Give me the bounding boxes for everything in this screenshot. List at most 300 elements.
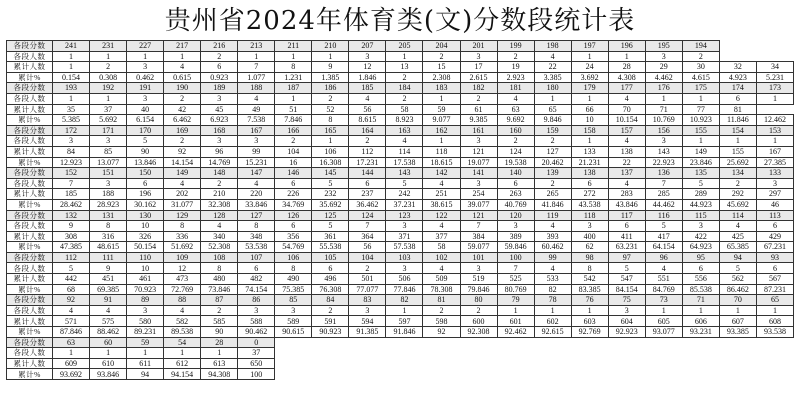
percent-cell: 0.462 <box>127 72 164 83</box>
count-cell: 12 <box>164 263 201 274</box>
count-row <box>7 221 794 232</box>
cumulative-cell: 8 <box>275 62 312 73</box>
count-cell: 6 <box>275 221 312 232</box>
count-cell: 4 <box>534 221 571 232</box>
count-cell: 3 <box>571 221 608 232</box>
percent-cell: 93.538 <box>756 327 793 338</box>
row-label: 累计% <box>7 157 53 168</box>
percent-cell: 0.923 <box>201 72 238 83</box>
count-cell: 2 <box>682 51 719 62</box>
percent-cell: 30.162 <box>127 199 164 210</box>
percent-cell: 93.077 <box>645 327 682 338</box>
score-cell: 199 <box>497 41 534 52</box>
cumulative-cell: 251 <box>423 189 460 200</box>
score-cell: 189 <box>201 83 238 94</box>
cumulative-cell: 232 <box>312 189 349 200</box>
cumulative-cell: 272 <box>571 189 608 200</box>
empty-cell <box>719 41 756 52</box>
cumulative-row <box>7 62 794 73</box>
row-label: 各段人数 <box>7 221 53 232</box>
cumulative-cell: 283 <box>608 189 645 200</box>
percent-cell: 23.846 <box>682 157 719 168</box>
percent-cell: 14.769 <box>201 157 238 168</box>
count-cell: 6 <box>275 178 312 189</box>
percent-row <box>7 72 794 83</box>
percent-cell: 10.154 <box>608 115 645 126</box>
score-cell: 141 <box>460 168 497 179</box>
percent-cell: 80.769 <box>497 284 534 295</box>
count-cell: 2 <box>534 178 571 189</box>
empty-cell <box>756 369 793 380</box>
cumulative-cell: 356 <box>275 231 312 242</box>
count-cell: 3 <box>201 136 238 147</box>
count-cell: 1 <box>90 51 127 62</box>
percent-cell: 92.308 <box>460 327 497 338</box>
percent-cell: 92.923 <box>608 327 645 338</box>
score-cell: 139 <box>534 168 571 179</box>
cumulative-cell: 429 <box>756 231 793 242</box>
count-row <box>7 136 794 147</box>
cumulative-cell: 63 <box>497 104 534 115</box>
percent-cell: 83.385 <box>571 284 608 295</box>
percent-cell: 87.231 <box>756 284 793 295</box>
count-row <box>7 305 794 316</box>
percent-cell: 31.077 <box>164 199 201 210</box>
cumulative-cell: 417 <box>645 231 682 242</box>
cumulative-cell: 226 <box>275 189 312 200</box>
score-cell: 85 <box>275 295 312 306</box>
row-label: 各段人数 <box>7 348 53 359</box>
count-cell: 4 <box>534 263 571 274</box>
count-cell: 5 <box>608 263 645 274</box>
percent-cell: 41.846 <box>534 199 571 210</box>
empty-cell <box>386 369 423 380</box>
cumulative-cell: 66 <box>571 104 608 115</box>
percent-cell: 72.769 <box>164 284 201 295</box>
percent-cell: 35.692 <box>312 199 349 210</box>
count-cell: 2 <box>497 51 534 62</box>
percent-cell: 55.538 <box>312 242 349 253</box>
empty-cell <box>756 348 793 359</box>
percent-cell: 92.615 <box>534 327 571 338</box>
count-cell: 4 <box>386 136 423 147</box>
row-label: 累计人数 <box>7 274 53 285</box>
cumulative-cell: 104 <box>275 146 312 157</box>
score-cell: 87 <box>201 295 238 306</box>
score-cell: 163 <box>386 125 423 136</box>
empty-cell <box>571 337 608 348</box>
score-cell: 114 <box>719 210 756 221</box>
count-cell: 1 <box>312 136 349 147</box>
score-cell: 138 <box>571 168 608 179</box>
empty-cell <box>682 369 719 380</box>
cumulative-cell: 605 <box>645 316 682 327</box>
row-label: 各段分数 <box>7 168 53 179</box>
score-cell: 162 <box>423 125 460 136</box>
percent-cell: 44.462 <box>645 199 682 210</box>
empty-cell <box>682 337 719 348</box>
percent-cell: 51.692 <box>164 242 201 253</box>
cumulative-cell: 598 <box>423 316 460 327</box>
percent-cell: 44.923 <box>682 199 719 210</box>
empty-cell <box>756 104 793 115</box>
score-cell: 160 <box>497 125 534 136</box>
count-cell: 10 <box>127 263 164 274</box>
percent-cell: 58 <box>423 242 460 253</box>
count-cell: 5 <box>312 178 349 189</box>
empty-cell <box>386 358 423 369</box>
count-cell: 4 <box>497 93 534 104</box>
empty-cell <box>756 41 793 52</box>
count-cell: 3 <box>349 51 386 62</box>
cumulative-cell: 7 <box>238 62 275 73</box>
cumulative-cell: 348 <box>238 231 275 242</box>
count-cell: 2 <box>164 136 201 147</box>
percent-cell: 68 <box>53 284 90 295</box>
percent-cell: 60.462 <box>534 242 571 253</box>
count-cell: 1 <box>719 136 756 147</box>
score-cell: 73 <box>645 295 682 306</box>
row-label: 各段分数 <box>7 252 53 263</box>
empty-cell <box>312 358 349 369</box>
row-label: 累计人数 <box>7 189 53 200</box>
cumulative-cell: 585 <box>201 316 238 327</box>
count-cell: 2 <box>534 136 571 147</box>
count-cell: 9 <box>53 221 90 232</box>
percent-row <box>7 242 794 253</box>
count-cell: 3 <box>127 305 164 316</box>
percent-cell: 70.923 <box>127 284 164 295</box>
cumulative-cell: 61 <box>460 104 497 115</box>
score-cell: 188 <box>238 83 275 94</box>
cumulative-cell: 149 <box>682 146 719 157</box>
count-cell: 3 <box>460 263 497 274</box>
count-cell: 1 <box>756 305 793 316</box>
count-cell: 3 <box>90 178 127 189</box>
count-cell: 1 <box>53 93 90 104</box>
row-label: 各段人数 <box>7 178 53 189</box>
empty-cell <box>645 337 682 348</box>
cumulative-cell: 202 <box>164 189 201 200</box>
percent-cell: 39.077 <box>460 199 497 210</box>
row-label: 各段分数 <box>7 83 53 94</box>
count-cell: 8 <box>164 221 201 232</box>
cumulative-cell: 650 <box>238 358 275 369</box>
percent-cell: 21.231 <box>571 157 608 168</box>
score-cell: 75 <box>608 295 645 306</box>
count-cell: 1 <box>164 348 201 359</box>
score-cell: 147 <box>238 168 275 179</box>
cumulative-row <box>7 316 794 327</box>
cumulative-cell: 51 <box>275 104 312 115</box>
cumulative-cell: 473 <box>164 274 201 285</box>
count-cell: 1 <box>645 305 682 316</box>
cumulative-cell: 451 <box>90 274 127 285</box>
percent-cell: 75.385 <box>275 284 312 295</box>
count-cell: 1 <box>127 348 164 359</box>
count-cell: 1 <box>608 51 645 62</box>
score-cell: 119 <box>534 210 571 221</box>
cumulative-cell: 17 <box>460 62 497 73</box>
cumulative-cell: 127 <box>534 146 571 157</box>
percent-cell: 73.846 <box>201 284 238 295</box>
percent-cell: 2.923 <box>497 72 534 83</box>
cumulative-cell: 542 <box>571 274 608 285</box>
percent-cell: 0.154 <box>53 72 90 83</box>
percent-cell: 15.231 <box>238 157 275 168</box>
count-cell: 7 <box>497 263 534 274</box>
count-row <box>7 93 794 104</box>
percent-cell: 90.923 <box>312 327 349 338</box>
percent-cell: 0.615 <box>164 72 201 83</box>
score-cell: 125 <box>312 210 349 221</box>
percent-cell: 94.154 <box>164 369 201 380</box>
cumulative-cell: 610 <box>90 358 127 369</box>
score-row <box>7 337 794 348</box>
cumulative-cell: 613 <box>201 358 238 369</box>
percent-cell: 90.462 <box>238 327 275 338</box>
percent-cell: 27.385 <box>756 157 793 168</box>
count-cell: 2 <box>497 136 534 147</box>
score-cell: 133 <box>756 168 793 179</box>
count-cell: 1 <box>571 136 608 147</box>
empty-cell <box>497 369 534 380</box>
cumulative-cell: 316 <box>90 231 127 242</box>
count-cell: 4 <box>423 178 460 189</box>
cumulative-cell: 425 <box>719 231 756 242</box>
empty-cell <box>423 337 460 348</box>
count-cell: 1 <box>275 93 312 104</box>
score-cell: 168 <box>201 125 238 136</box>
cumulative-cell: 501 <box>349 274 386 285</box>
percent-cell: 9.077 <box>423 115 460 126</box>
count-cell: 3 <box>90 136 127 147</box>
count-cell: 1 <box>238 51 275 62</box>
percent-cell: 10.769 <box>645 115 682 126</box>
cumulative-cell: 600 <box>460 316 497 327</box>
score-cell: 88 <box>164 295 201 306</box>
cumulative-cell: 1 <box>53 62 90 73</box>
count-cell: 4 <box>608 136 645 147</box>
cumulative-cell: 594 <box>349 316 386 327</box>
percent-cell: 32.308 <box>201 199 238 210</box>
cumulative-cell: 59 <box>423 104 460 115</box>
cumulative-cell: 604 <box>608 316 645 327</box>
percent-cell: 38.615 <box>423 199 460 210</box>
score-cell: 167 <box>238 125 275 136</box>
percent-cell: 43.846 <box>608 199 645 210</box>
cumulative-cell: 602 <box>534 316 571 327</box>
empty-cell <box>275 348 312 359</box>
count-cell: 6 <box>682 263 719 274</box>
score-cell: 95 <box>682 252 719 263</box>
row-label: 累计% <box>7 284 53 295</box>
percent-cell: 74.154 <box>238 284 275 295</box>
cumulative-cell: 393 <box>534 231 571 242</box>
cumulative-cell: 556 <box>682 274 719 285</box>
score-cell: 99 <box>534 252 571 263</box>
score-cell: 28 <box>201 337 238 348</box>
count-cell: 4 <box>423 221 460 232</box>
empty-cell <box>349 358 386 369</box>
cumulative-row <box>7 231 794 242</box>
cumulative-cell: 591 <box>312 316 349 327</box>
count-cell: 3 <box>238 305 275 316</box>
cumulative-cell: 92 <box>164 146 201 157</box>
score-cell: 187 <box>275 83 312 94</box>
score-cell: 157 <box>608 125 645 136</box>
count-cell: 2 <box>460 305 497 316</box>
cumulative-cell: 40 <box>127 104 164 115</box>
score-cell: 211 <box>275 41 312 52</box>
score-cell: 83 <box>349 295 386 306</box>
score-cell: 96 <box>645 252 682 263</box>
count-cell: 5 <box>127 136 164 147</box>
cumulative-cell: 4 <box>164 62 201 73</box>
empty-cell <box>534 369 571 380</box>
score-cell: 117 <box>608 210 645 221</box>
score-row <box>7 295 794 306</box>
score-cell: 176 <box>645 83 682 94</box>
percent-cell: 90.615 <box>275 327 312 338</box>
empty-cell <box>608 348 645 359</box>
score-cell: 135 <box>682 168 719 179</box>
cumulative-cell: 90 <box>127 146 164 157</box>
percent-cell: 64.923 <box>682 242 719 253</box>
score-cell: 122 <box>423 210 460 221</box>
row-label: 累计% <box>7 327 53 338</box>
percent-cell: 79.846 <box>460 284 497 295</box>
cumulative-cell: 547 <box>608 274 645 285</box>
cumulative-cell: 3 <box>127 62 164 73</box>
percent-cell: 16 <box>275 157 312 168</box>
percent-cell: 2.308 <box>423 72 460 83</box>
cumulative-cell: 28 <box>608 62 645 73</box>
empty-cell <box>349 337 386 348</box>
score-cell: 134 <box>719 168 756 179</box>
score-cell: 227 <box>127 41 164 52</box>
cumulative-cell: 15 <box>423 62 460 73</box>
count-cell: 1 <box>571 305 608 316</box>
cumulative-cell: 589 <box>275 316 312 327</box>
row-label: 各段分数 <box>7 41 53 52</box>
count-cell: 1 <box>682 93 719 104</box>
count-cell: 1 <box>497 305 534 316</box>
empty-cell <box>534 358 571 369</box>
count-row <box>7 178 794 189</box>
percent-cell: 14.154 <box>164 157 201 168</box>
count-cell: 8 <box>201 263 238 274</box>
cumulative-cell: 263 <box>497 189 534 200</box>
cumulative-cell: 606 <box>682 316 719 327</box>
score-cell: 84 <box>312 295 349 306</box>
empty-cell <box>645 348 682 359</box>
percent-cell: 22 <box>608 157 645 168</box>
cumulative-cell: 506 <box>386 274 423 285</box>
score-cell: 171 <box>90 125 127 136</box>
cumulative-cell: 45 <box>201 104 238 115</box>
percent-cell: 59.077 <box>460 242 497 253</box>
score-cell: 213 <box>238 41 275 52</box>
row-label: 累计人数 <box>7 358 53 369</box>
cumulative-cell: 2 <box>90 62 127 73</box>
score-cell: 216 <box>201 41 238 52</box>
percent-cell: 91.846 <box>386 327 423 338</box>
cumulative-cell: 99 <box>238 146 275 157</box>
score-cell: 102 <box>423 252 460 263</box>
count-cell: 2 <box>201 51 238 62</box>
cumulative-cell: 442 <box>53 274 90 285</box>
cumulative-cell: 308 <box>53 231 90 242</box>
score-cell: 82 <box>386 295 423 306</box>
empty-cell <box>386 337 423 348</box>
cumulative-cell: 601 <box>497 316 534 327</box>
cumulative-row <box>7 146 794 157</box>
cumulative-cell: 210 <box>201 189 238 200</box>
cumulative-cell: 292 <box>719 189 756 200</box>
empty-cell <box>719 337 756 348</box>
cumulative-cell: 533 <box>534 274 571 285</box>
count-cell: 3 <box>349 305 386 316</box>
row-label: 各段分数 <box>7 295 53 306</box>
score-cell: 170 <box>127 125 164 136</box>
count-cell: 6 <box>497 178 534 189</box>
count-cell: 1 <box>423 136 460 147</box>
percent-cell: 6.154 <box>127 115 164 126</box>
score-cell: 92 <box>53 295 90 306</box>
percent-cell: 86.462 <box>719 284 756 295</box>
count-cell: 1 <box>682 136 719 147</box>
cumulative-cell: 242 <box>386 189 423 200</box>
percent-cell: 90 <box>201 327 238 338</box>
percent-cell: 53.538 <box>238 242 275 253</box>
count-cell: 4 <box>534 51 571 62</box>
row-label: 各段人数 <box>7 305 53 316</box>
score-cell: 183 <box>423 83 460 94</box>
count-cell: 6 <box>719 93 756 104</box>
cumulative-cell: 52 <box>312 104 349 115</box>
count-cell: 6 <box>756 221 793 232</box>
score-cell: 205 <box>386 41 423 52</box>
percent-cell: 20.462 <box>534 157 571 168</box>
score-cell: 210 <box>312 41 349 52</box>
score-cell: 79 <box>497 295 534 306</box>
cumulative-cell: 34 <box>756 62 793 73</box>
cumulative-cell: 124 <box>497 146 534 157</box>
score-cell: 181 <box>497 83 534 94</box>
percent-cell: 45.692 <box>719 199 756 210</box>
score-cell: 109 <box>164 252 201 263</box>
count-cell: 2 <box>201 305 238 316</box>
percent-row <box>7 327 794 338</box>
cumulative-cell: 603 <box>571 316 608 327</box>
cumulative-cell: 106 <box>312 146 349 157</box>
score-cell: 113 <box>756 210 793 221</box>
percent-cell: 0.308 <box>90 72 127 83</box>
score-cell: 0 <box>238 337 275 348</box>
percent-cell: 8.615 <box>349 115 386 126</box>
score-cell: 143 <box>386 168 423 179</box>
count-cell: 2 <box>312 93 349 104</box>
count-cell: 7 <box>349 221 386 232</box>
count-cell: 4 <box>349 93 386 104</box>
cumulative-cell: 133 <box>571 146 608 157</box>
row-label: 累计人数 <box>7 231 53 242</box>
count-cell: 6 <box>349 178 386 189</box>
row-label: 累计% <box>7 199 53 210</box>
percent-cell: 33.846 <box>238 199 275 210</box>
score-row <box>7 125 794 136</box>
